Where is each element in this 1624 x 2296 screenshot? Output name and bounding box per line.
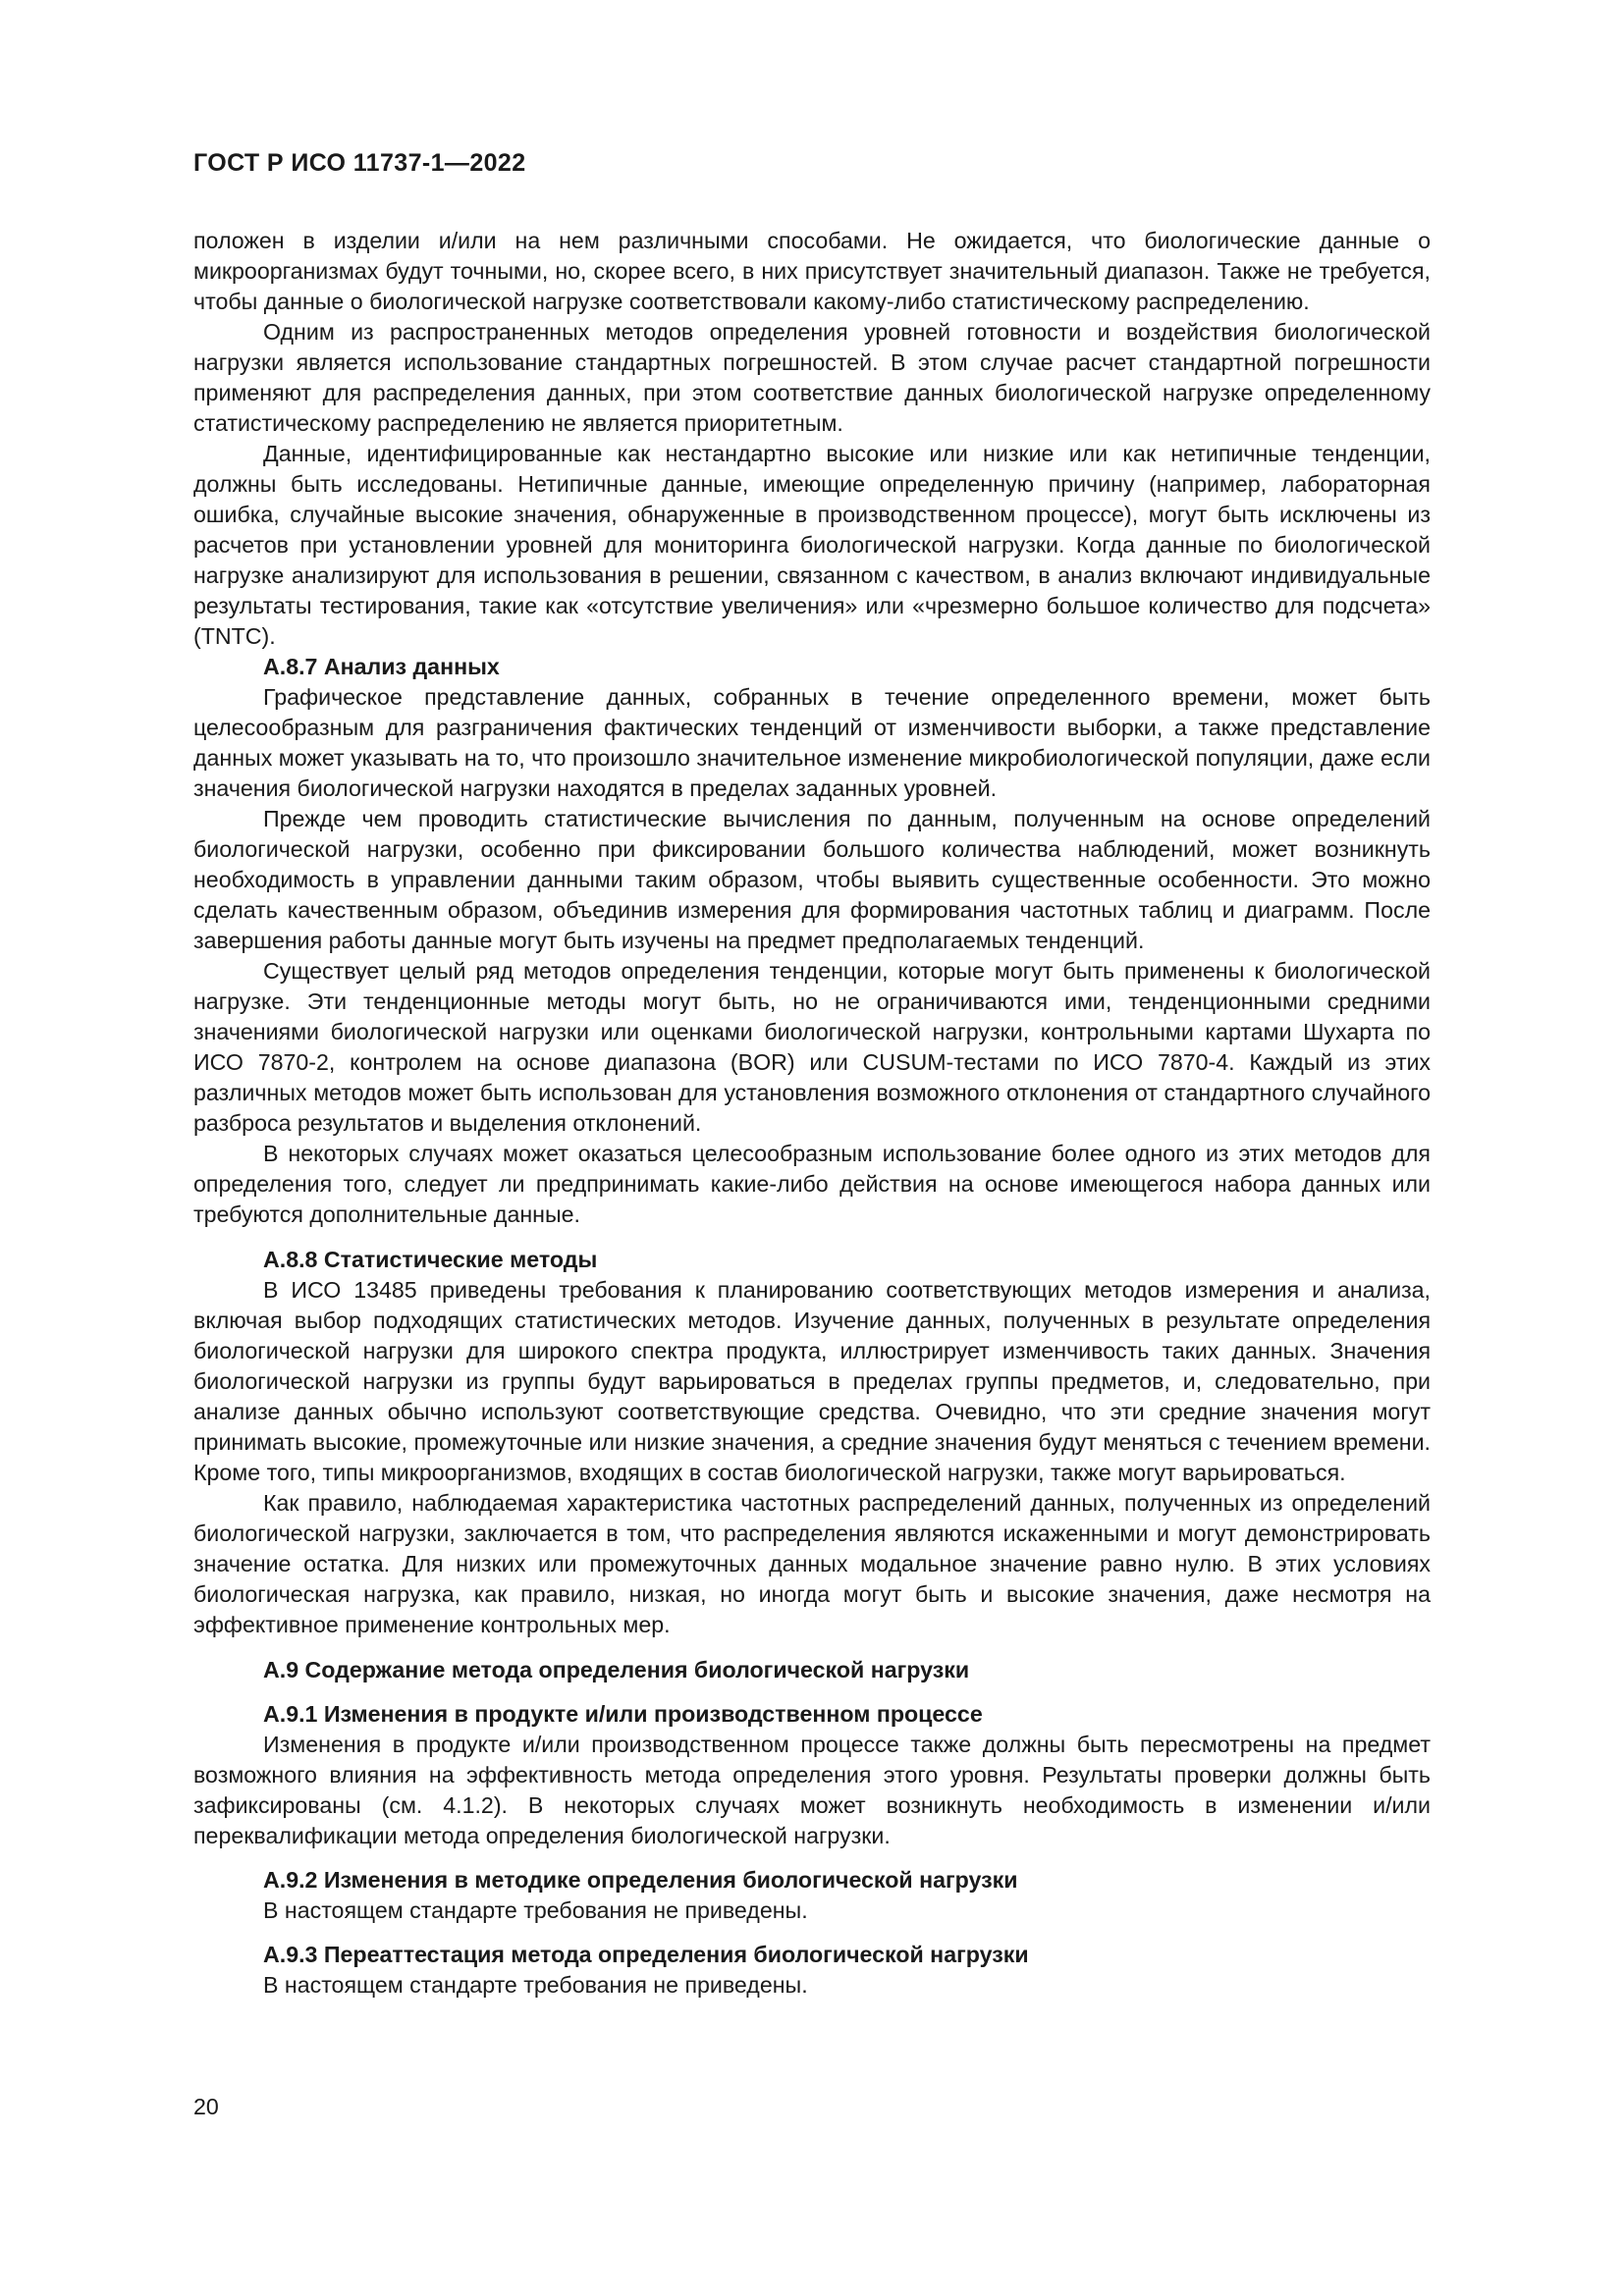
paragraph: Прежде чем проводить статистические вычисления по данным, полученным на основе определений биологической нагрузки, особенно при фиксировании большого количества наблюдений, может возникнуть необходимость в управлении данными таким образом, чтобы выявить существенные особенности. Это можно сделать качественным образом, объединив измерения для формирования частотных таблиц и диаграмм. После завершения работы данные могут быть изучены на предмет предполагаемых тенденций. — [193, 806, 1431, 953]
section-heading-a91: А.9.1 Изменения в продукте и/или производственном процессе — [263, 1701, 983, 1727]
section-heading-a93: А.9.3 Переаттестация метода определения биологической нагрузки — [263, 1942, 1029, 1967]
paragraph: Существует целый ряд методов определения тенденции, которые могут быть применены к биологической нагрузке. Эти тенденционные методы могут быть, но не ограничиваются ими, тенденционными средними значениями биологической нагрузки или оценками биологической нагрузки, контрольными картами Шухарта по ИСО 7870-2, контролем на основе диапазона (BOR) или CUSUM-тестами по ИСО 7870-4. Каждый из этих различных методов может быть использован для установления возможного отклонения от стандартного случайного разброса результатов и выделения отклонений. — [193, 958, 1431, 1136]
paragraph: Данные, идентифицированные как нестандартно высокие или низкие или как нетипичные тенденции, должны быть исследованы. Нетипичные данные, имеющие определенную причину (например, лабораторная ошибка, случайные высокие значения, обнаруженные в производственном процессе), могут быть исключены из расчетов при установлении уровней для мониторинга биологической нагрузки. Когда данные по биологической нагрузке анализируют для использования в решении, связанном с качеством, в анализ включают индивидуальные результаты тестирования, такие как «отсутствие увеличения» или «чрезмерно большое количество для подсчета» (TNTC). — [193, 441, 1431, 649]
paragraph: В настоящем стандарте требования не приведены. — [263, 1972, 808, 1998]
paragraph: положен в изделии и/или на нем различными способами. Не ожидается, что биологические данные о микроорганизмах будут точными, но, скорее всего, в них присутствует значительный диапазон. Также не требуется, чтобы данные о биологической нагрузке соответствовали какому-либо статистическому распределению. — [193, 228, 1431, 314]
paragraph: В некоторых случаях может оказаться целесообразным использование более одного из этих методов для определения того, следует ли предпринимать какие-либо действия на основе имеющегося набора данных или требуются дополнительные данные. — [193, 1141, 1431, 1227]
section-heading-a87: А.8.7 Анализ данных — [263, 654, 500, 679]
document-header: ГОСТ Р ИСО 11737-1—2022 — [193, 149, 526, 177]
section-heading-a9: А.9 Содержание метода определения биологической нагрузки — [263, 1657, 970, 1682]
document-body — [193, 226, 1431, 2001]
paragraph: В ИСО 13485 приведены требования к планированию соответствующих методов измерения и анализа, включая выбор подходящих статистических методов. Изучение данных, полученных в результате определения биологической нагрузки для широкого спектра продукта, иллюстрирует изменчивость таких данных. Значения биологической нагрузки из группы будут варьироваться в пределах группы предметов, и, следовательно, при анализе данных обычно используют соответствующие средства. Очевидно, что эти средние значения могут принимать высокие, промежуточные или низкие значения, а средние значения будут меняться с течением времени. Кроме того, типы микроорганизмов, входящих в состав биологической нагрузки, также могут варьироваться. — [193, 1277, 1431, 1485]
paragraph: В настоящем стандарте требования не приведены. — [263, 1897, 808, 1923]
page-number: 20 — [193, 2094, 219, 2119]
section-heading-a88: А.8.8 Статистические методы — [263, 1247, 598, 1272]
paragraph: Одним из распространенных методов определения уровней готовности и воздействия биологической нагрузки является использование стандартных погрешностей. В этом случае расчет стандартной погрешности применяют для распределения данных, при этом соответствие данных биологической нагрузке определенному статистическому распределению не является приоритетным. — [193, 319, 1431, 436]
paragraph: Графическое представление данных, собранных в течение определенного времени, может быть целесообразным для разграничения фактических тенденций от изменчивости выборки, а также представление данных может указывать на то, что произошло значительное изменение микробиологической популяции, даже если значения биологической нагрузки находятся в пределах заданных уровней. — [193, 684, 1431, 801]
paragraph: Как правило, наблюдаемая характеристика частотных распределений данных, полученных из определений биологической нагрузки, заключается в том, что распределения являются искаженными и могут демонстрировать значение остатка. Для низких или промежуточных данных модальное значение равно нулю. В этих условиях биологическая нагрузка, как правило, низкая, но иногда могут быть и высокие значения, даже несмотря на эффективное применение контрольных мер. — [193, 1490, 1431, 1637]
paragraph: Изменения в продукте и/или производственном процессе также должны быть пересмотрены на предмет возможного влияния на эффективность метода определения этого уровня. Результаты проверки должны быть зафиксированы (см. 4.1.2). В некоторых случаях может возникнуть необходимость в изменении и/или переквалификации метода определения биологической нагрузки. — [193, 1732, 1431, 1848]
section-heading-a92: А.9.2 Изменения в методике определения биологической нагрузки — [263, 1867, 1018, 1893]
